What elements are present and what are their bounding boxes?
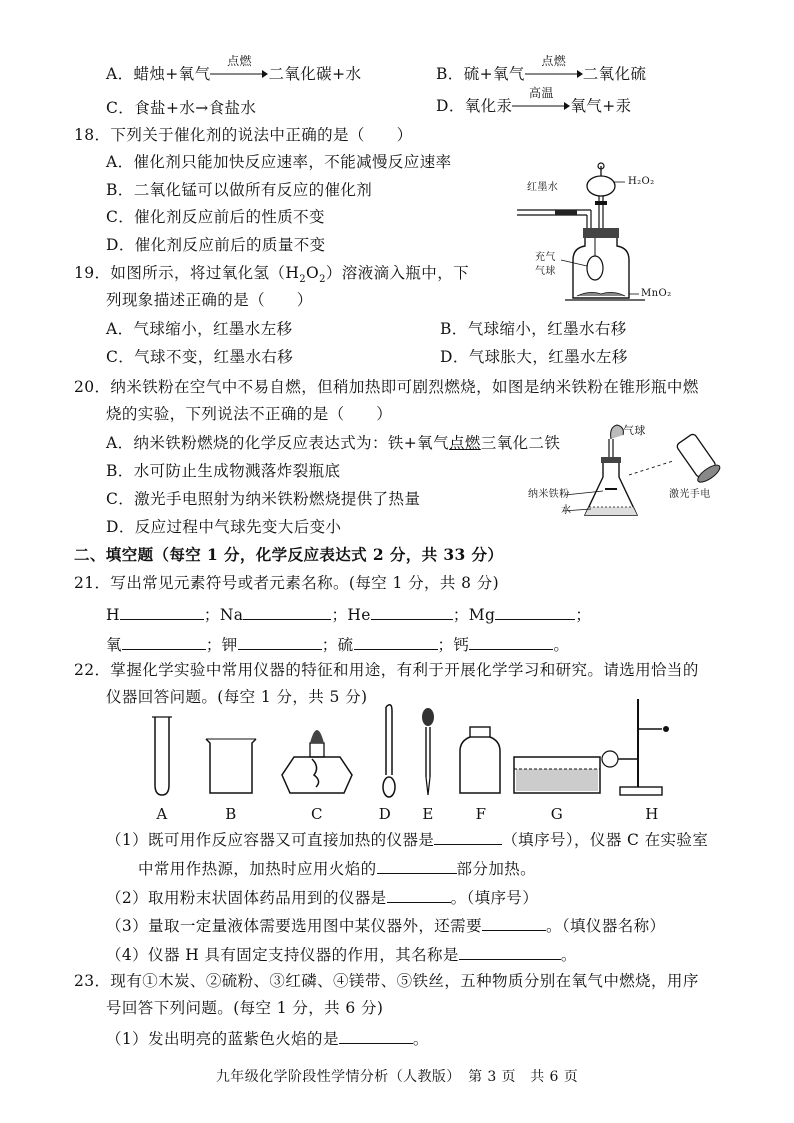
q22-instruments-figure [130, 695, 690, 825]
q18-option-c: C．催化剂反应前后的性质不变 [106, 208, 325, 226]
q22-sub4: （4）仪器 H 具有固定支持仪器的作用，其名称是 。 [106, 943, 577, 965]
instrument-label-g: G [550, 805, 564, 823]
q19-option-a: A．气球缩小，红墨水左移 [106, 320, 293, 338]
q21-row-1: H ；Na ；He ；Mg ； [106, 603, 591, 625]
q22-sub1-line2: 中常用作热源，加热时应用火焰的 部分加热。 [138, 857, 536, 879]
q21-blank-oxygen[interactable] [122, 633, 206, 650]
q19-stem-line1: 19．如图所示，将过氧化氢$(H_2O_2)$溶液滴入瓶中，下 [74, 264, 469, 286]
q19-stem-line2: 列现象描述正确的是（ ） [106, 291, 313, 309]
q20-option-a: A．纳米铁粉燃烧的化学反应表达式为：铁+氧气点燃三氧化二铁 [106, 434, 561, 452]
q21-blank-he[interactable] [371, 603, 453, 620]
q17-option-c: C．食盐+水→食盐水 [106, 99, 257, 117]
q21-blank-potassium[interactable] [238, 633, 322, 650]
label-nano-iron: 纳米铁粉 [528, 489, 570, 500]
q17-option-b: B．硫+氧气 点燃 二氧化硫 [436, 54, 647, 83]
q22-stem-line1: 22．掌握化学实验中常用仪器的特征和用途，有利于开展化学学习和研究。请选用恰当的 [74, 661, 699, 679]
instrument-label-b: B [225, 805, 237, 823]
q22-sub1-line1: （1）既可用作反应容器又可直接加热的仪器是 （填序号），仪器 C 在实验室 [106, 828, 708, 850]
q20-option-d: D．反应过程中气球先变大后变小 [106, 518, 342, 536]
label-balloon-2: 气球 [535, 266, 556, 277]
page-footer: 九年级化学阶段性学情分析（人教版） 第 3 页 共 6 页 [215, 1069, 579, 1085]
q17-option-a: A．蜡烛+氧气 点燃 二氧化碳+水 [106, 54, 362, 83]
q22-blank-3[interactable] [387, 886, 451, 903]
q23-stem-line1: 23．现有①木炭、②硫粉、③红磷、④镁带、⑤铁丝，五种物质分别在氧气中燃烧，用序 [74, 972, 699, 990]
q20-option-c: C．激光手电照射为纳米铁粉燃烧提供了热量 [106, 490, 421, 508]
q21-blank-h[interactable] [120, 603, 204, 620]
label-balloon: 气球 [623, 424, 646, 437]
instrument-label-f: F [475, 805, 487, 823]
q21-blank-mg[interactable] [495, 603, 575, 620]
q22-blank-4[interactable] [482, 914, 546, 931]
q22-sub2: （2）取用粉末状固体药品用到的仪器是 。（填序号） [106, 886, 538, 908]
q21-blank-na[interactable] [243, 603, 331, 620]
q22-sub3: （3）量取一定量液体需要选用图中某仪器外，还需要 。（填仪器名称） [106, 914, 665, 936]
instrument-label-e: E [422, 805, 434, 823]
label-red-ink: 红墨水 [527, 182, 559, 193]
label-h2o2: H₂O₂ [628, 176, 655, 187]
q20-option-b: B．水可防止生成物溅落炸裂瓶底 [106, 462, 341, 480]
q18-option-b: B．二氧化锰可以做所有反应的催化剂 [106, 181, 373, 199]
instrument-label-c: C [311, 805, 323, 823]
label-mno2: MnO₂ [641, 288, 672, 299]
q22-blank-5[interactable] [459, 943, 561, 960]
q18-option-a: A．催化剂只能加快反应速率，不能减慢反应速率 [106, 153, 452, 171]
q19-option-c: C．气球不变，红墨水右移 [106, 348, 294, 366]
q18-option-d: D．催化剂反应前后的质量不变 [106, 236, 326, 254]
instrument-label-a: A [156, 805, 168, 823]
q22-stem-line2: 仪器回答问题。(每空 1 分，共 5 分) [106, 688, 368, 706]
instrument-label-h: H [645, 805, 659, 823]
q23-blank-1[interactable] [339, 1027, 413, 1044]
q19-apparatus-figure [515, 160, 685, 310]
instrument-label-d: D [378, 805, 392, 823]
q20-stem-line2: 烧的实验，下列说法不正确的是（ ） [106, 405, 393, 423]
label-balloon-1: 充气 [535, 252, 556, 263]
q21-blank-sulfur[interactable] [354, 633, 438, 650]
q22-instruments-drawing [130, 695, 690, 805]
q19-option-d: D．气球胀大，红墨水左移 [440, 348, 628, 366]
q17-option-d: D．氧化汞 高温 氧气+汞 [436, 86, 632, 115]
q20-stem-line1: 20．纳米铁粉在空气中不易自燃，但稍加热即可剧烈燃烧，如图是纳米铁粉在锥形瓶中燃 [74, 378, 699, 396]
q21-row-2: 氧 ；钾 ；硫 ；钙 。 [106, 633, 569, 655]
q20-apparatus-figure [525, 415, 725, 525]
label-water: 水 [561, 505, 572, 516]
label-laser: 激光手电 [669, 489, 711, 500]
q22-blank-2[interactable] [377, 857, 457, 874]
q23-stem-line2: 号回答下列问题。(每空 1 分，共 6 分) [106, 999, 384, 1017]
q21-stem: 21．写出常见元素符号或者元素名称。(每空 1 分，共 8 分) [74, 574, 500, 592]
q18-stem: 18．下列关于催化剂的说法中正确的是（ ） [74, 126, 413, 144]
q23-sub1: （1）发出明亮的蓝紫色火焰的是 。 [106, 1027, 429, 1049]
section-2-title: 二、填空题（每空 1 分，化学反应表达式 2 分，共 33 分） [74, 545, 504, 564]
q22-blank-1[interactable] [434, 828, 502, 845]
q21-blank-calcium[interactable] [469, 633, 553, 650]
q19-option-b: B．气球缩小，红墨水右移 [440, 320, 627, 338]
